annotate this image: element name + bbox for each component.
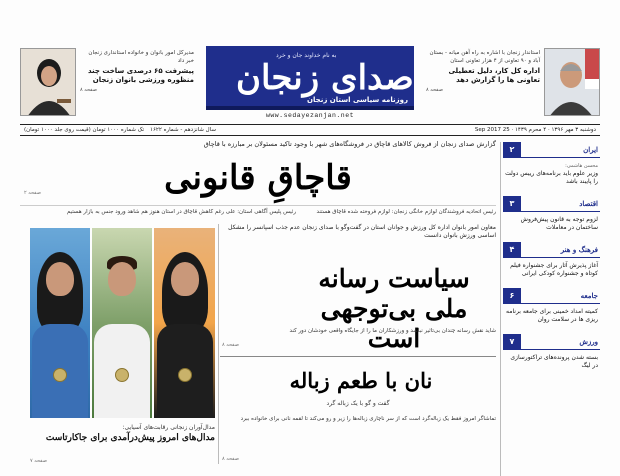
sidebar-section-title: جامعه <box>580 291 598 300</box>
dateline-issue: سال شانزدهم - شماره ۱۶۲۲ <box>150 127 216 133</box>
right-teaser[interactable] <box>424 48 600 120</box>
left-teaser-photo <box>20 48 76 116</box>
masthead <box>20 40 600 132</box>
sidebar-divider <box>500 142 501 476</box>
dateline <box>20 124 600 136</box>
right-teaser-kicker: استاندار زنجان با اشاره به راه آهن میانه - بستان آباد و ۹۰ تعاونی از ۴ هزار تعاونی استان <box>429 50 540 64</box>
sidebar-page-number: ۷ <box>503 334 521 349</box>
sidebar-item-text: آغاز پذیرش آثار برای جشنواره فیلم کوتاه و جشنواره کودکی ایرانی <box>510 262 598 277</box>
athletes-photo-strip[interactable] <box>30 228 215 418</box>
center-intro: معاون امور بانوان اداره کل ورزش و جوانان استان در گفت‌وگو با صدای زنجان عدم جذب اسپانسر را مشکل اساسی ورزش بانوان دانست <box>228 224 496 239</box>
left-teaser-kicker: مدیرکل امور بانوان و خانواده استانداری زنجان خبر داد <box>88 50 194 64</box>
athlete-photo-2 <box>92 228 152 418</box>
main-content <box>20 138 496 476</box>
left-teaser-headline: پیشرفت ۶۵ درصدی ساخت چند منظوره ورزشی بانوان زنجان <box>87 67 194 84</box>
left-teaser-page-ref: صفحه ۸ <box>80 87 97 93</box>
sidebar-section-culture[interactable] <box>503 242 600 280</box>
sidebar-item-text: لزوم توجه به قانون پیش‌فروش ساختمان در معاملات <box>520 216 598 231</box>
photo-caption-kicker: مدال‌آوران زنجانی رقابت‌های آسیایی: <box>122 424 215 431</box>
sidebar-item-text: بسته شدن پرونده‌های تراکتورسازی در لیگ <box>510 354 598 369</box>
sidebar-section-sports[interactable] <box>503 334 600 372</box>
subcaption-left: رئیس پلیس آگاهی استان: علی رغم کاهش قاچاق در استان هنوز هم شاهد ورود جنس به بازار هستیم <box>66 209 296 215</box>
dateline-price: تک شماره ۱۰۰۰ تومان (قیمت روی جلد ۱۰۰۰ تومان) <box>24 127 145 133</box>
sidebar-page-number: ۴ <box>503 242 521 257</box>
site-url[interactable]: www.sedayezanjan.net <box>265 112 354 119</box>
sidebar-page-number: ۳ <box>503 196 521 211</box>
sidebar-item-text: وزیر علوم باید برنامه‌های رییس دولت را پایبند باشد <box>505 170 598 185</box>
sidebar-byline: محسن هاشمی: <box>565 163 598 169</box>
center-column <box>220 224 496 476</box>
photo-caption[interactable] <box>30 424 215 443</box>
left-teaser[interactable] <box>20 48 196 120</box>
second-story-headline[interactable]: نان با طعم زباله <box>289 368 433 393</box>
center-story-page-ref: صفحه ۸ <box>222 342 239 348</box>
sidebar-section-economy[interactable] <box>503 196 600 234</box>
newspaper-logo[interactable] <box>206 46 414 110</box>
sidebar-section-society[interactable] <box>503 288 600 326</box>
sidebar-page-number: ۶ <box>503 288 521 303</box>
right-teaser-photo <box>544 48 600 116</box>
right-teaser-headline: اداره کل کار، دلیل تعطیلی تعاونی ها را گزارش دهد <box>448 67 540 84</box>
photo-caption-title: مدال‌های امروز پیش‌درآمدی برای جاکارتاست <box>45 433 215 443</box>
sidebar-section-title: ورزش <box>579 337 598 346</box>
center-story-text: شاید نقش رسانه چندان بی‌تاثیر نباشد و ورزشکاران ما را از جایگاه واقعی خودشان دور کند <box>289 328 496 334</box>
logo-subtitle: روزنامه سیاسی استان زنجان <box>307 96 408 104</box>
sidebar-page-number: ۲ <box>503 142 521 157</box>
sidebar-section-title: اقتصاد <box>579 199 598 208</box>
logo-slogan: به نام خداوند جان و خرد <box>276 52 337 59</box>
sidebar-index <box>503 142 600 476</box>
dateline-date: دوشنبه ۳ مهر ۱۳۹۶ · ۴ محرم ۱۴۳۹ · 25 Sep 2017 <box>474 127 596 133</box>
athlete-photo-1 <box>30 228 90 418</box>
lead-subcaptions <box>20 205 496 219</box>
second-story-text: تماشاگر امروز فقط یک زباله‌گرد است که از سر ناچاری زباله‌ها را زیر و رو می‌کند تا لقمه نانی برای خانواده ببرد <box>240 416 496 422</box>
subcaption-right: رئیس اتحادیه فروشندگان لوازم خانگی زنجان: لوازم فروخته شده قاچاق هستند <box>316 209 496 215</box>
lead-page-ref: صفحه ۲ <box>24 190 41 196</box>
center-separator <box>220 356 496 357</box>
logo-stripe <box>206 106 414 110</box>
photo-caption-page-ref: صفحه ۷ <box>30 458 47 464</box>
second-story-kicker: گفت و گو با یک زباله گرد <box>326 400 390 407</box>
sidebar-section-title: فرهنگ و هنر <box>560 245 598 254</box>
logo-name: صدای زنجان <box>236 58 414 98</box>
second-story-page-ref: صفحه ۸ <box>222 456 239 462</box>
athlete-photo-3 <box>154 228 215 418</box>
sidebar-section-title: ایران <box>583 145 598 154</box>
sidebar-section-iran[interactable] <box>503 142 600 188</box>
center-story-headline[interactable]: سیاست رسانه ملی بی‌توجهی است <box>318 264 470 353</box>
lead-kicker: گزارش صدای زنجان از فروش کالاهای قاچاق در فروشگاه‌های شهر با وجود تاکید مسئولان بر مبارزه با قاچاق <box>203 140 496 148</box>
lead-headline[interactable]: قاچاقِ قانونی <box>164 158 352 198</box>
column-divider <box>218 224 219 464</box>
right-teaser-page-ref: صفحه ۸ <box>426 87 443 93</box>
sidebar-item-text: کمیته امداد خمینی برای جامعه برنامه ریزی ها در سلامت روان <box>506 308 598 323</box>
